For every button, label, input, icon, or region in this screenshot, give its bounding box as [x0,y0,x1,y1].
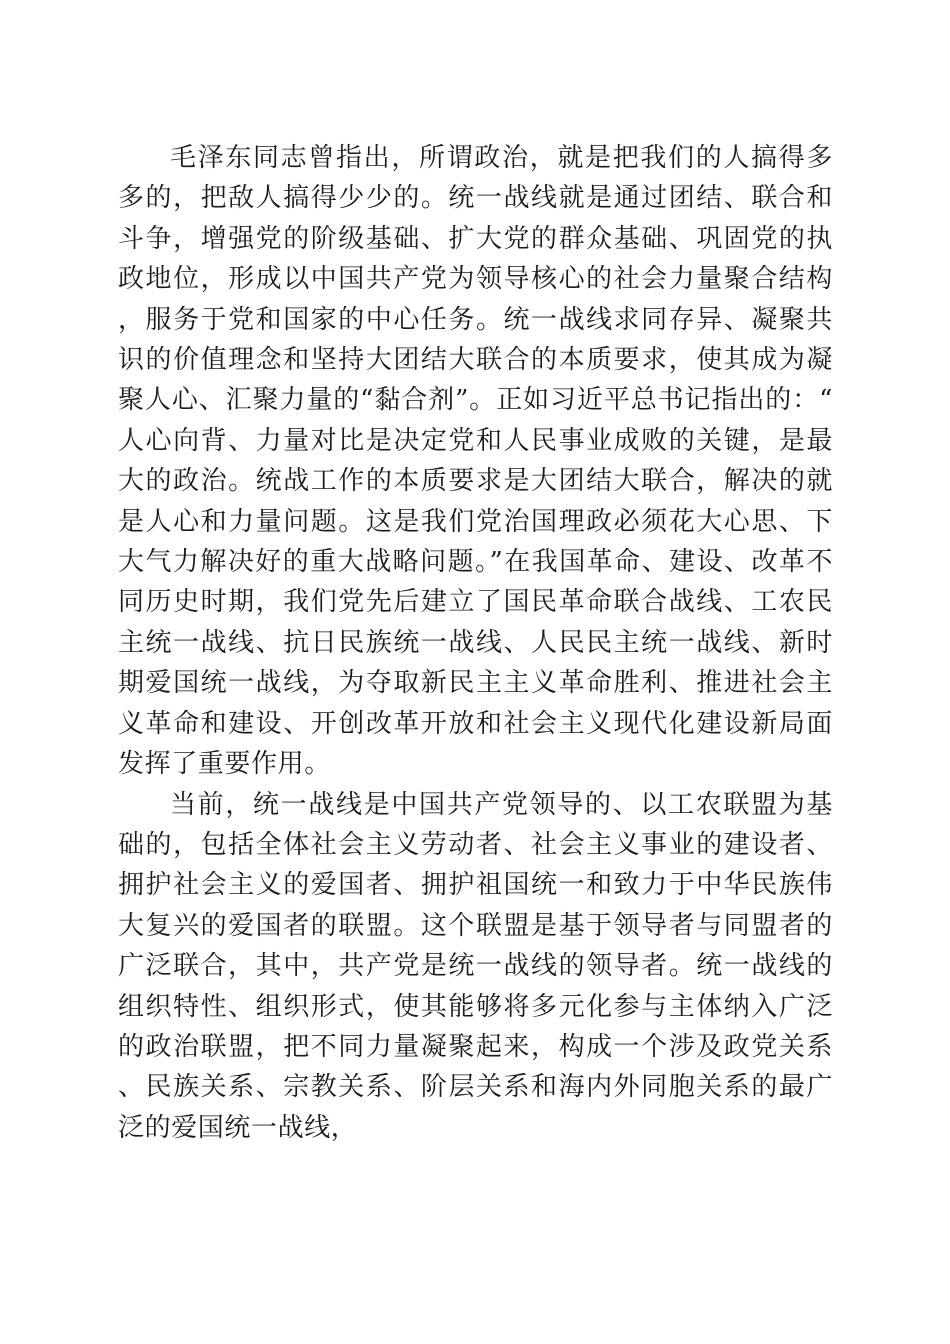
paragraph-2: 当前，统一战线是中国共产党领导的、以工农联盟为基础的，包括全体社会主义劳动者、社会主义事业的建设者、拥护社会主义的爱国者、拥护祖国统一和致力于中华民族伟大复兴的爱国者的联盟。这个联盟是基于领导者与同盟者的广泛联合，其中，共产党是统一战线的领导者。统一战线的组织特性、组织形式，使其能够将多元化参与主体纳入广泛的政治联盟，把不同力量凝聚起来，构成一个涉及政党关系、民族关系、宗教关系、阶层关系和海内外同胞关系的最广泛的爱国统一战线， [118,789,833,1143]
paragraph-1: 毛泽东同志曾指出，所谓政治，就是把我们的人搞得多多的，把敌人搞得少少的。统一战线就是通过团结、联合和斗争，增强党的阶级基础、扩大党的群众基础、巩固党的执政地位，形成以中国共产党为领导核心的社会力量聚合结构，服务于党和国家的中心任务。统一战线求同存异、凝聚共识的价值理念和坚持大团结大联合的本质要求，使其成为凝聚人心、汇聚力量的“黏合剂”。正如习近平总书记指出的：“人心向背、力量对比是决定党和人民事业成败的关键，是最大的政治。统战工作的本质要求是大团结大联合，解决的就是人心和力量问题。这是我们党治国理政必须花大心思、下大气力解决好的重大战略问题。”在我国革命、建设、改革不同历史时期，我们党先后建立了国民革命联合战线、工农民主统一战线、抗日民族统一战线、人民民主统一战线、新时期爱国统一战线，为夺取新民主主义革命胜利、推进社会主义革命和建设、开创改革开放和社会主义现代化建设新局面发挥了重要作用。 [118,143,833,780]
document-page [118,138,833,1148]
